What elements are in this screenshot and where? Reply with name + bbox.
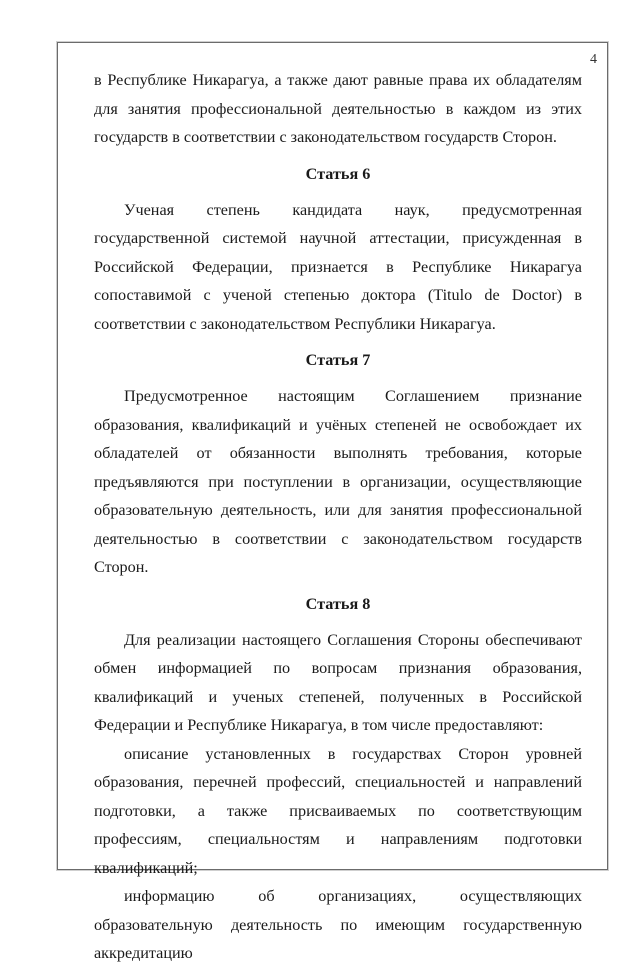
article-7-heading: Статья 7 (305, 351, 371, 369)
article-7-paragraph: Предусмотренное настоящим Соглашением признание образования, квалификаций и учёных степеней не освобождает их обладателей от обязанности выполнять требования, которые предъявляются при поступлении в организации, осуществляющие образовательную деятельность, или для занятия профессиональной деятельностью в соответствии с законодательством государств Сторон. (94, 387, 582, 576)
page-number: 4 (590, 52, 597, 67)
article-6-paragraph: Ученая степень кандидата наук, предусмотренная государственной системой научной аттестации, присужденная в Российской Федерации, признается в Республике Никарагуа сопоставимой с ученой степенью доктора (Titulo de Doctor) в соответствии с законодательством Республики Никарагуа. (94, 200, 582, 333)
document-body (94, 66, 582, 968)
article-8-paragraph-intro: Для реализации настоящего Соглашения Стороны обеспечивают обмен информацией по вопросам признания образования, квалификаций и ученых степеней, полученных в Российской Федерации и Республике Никарагуа, в том числе предоставляют: (94, 630, 582, 734)
article-8-heading: Статья 8 (305, 594, 371, 613)
article-8-list-item-levels: описание установленных в государствах Сторон уровней образования, перечней профессий, специальностей и направлений подготовки, а также присваиваемых по соответствующим профессиям, специальностям и направлениям подготовки квалификаций; (94, 744, 582, 877)
paragraph-continuation: в Республике Никарагуа, а также дают равные права их обладателям для занятия профессиональной деятельностью в каждом из этих государств в соответствии с законодательством государств Сторон. (94, 71, 582, 146)
article-8-list-item-organizations: информацию об организациях, осуществляющих образовательную деятельность по имеющим государственную аккредитацию (94, 887, 582, 962)
article-6-heading: Статья 6 (305, 164, 371, 183)
